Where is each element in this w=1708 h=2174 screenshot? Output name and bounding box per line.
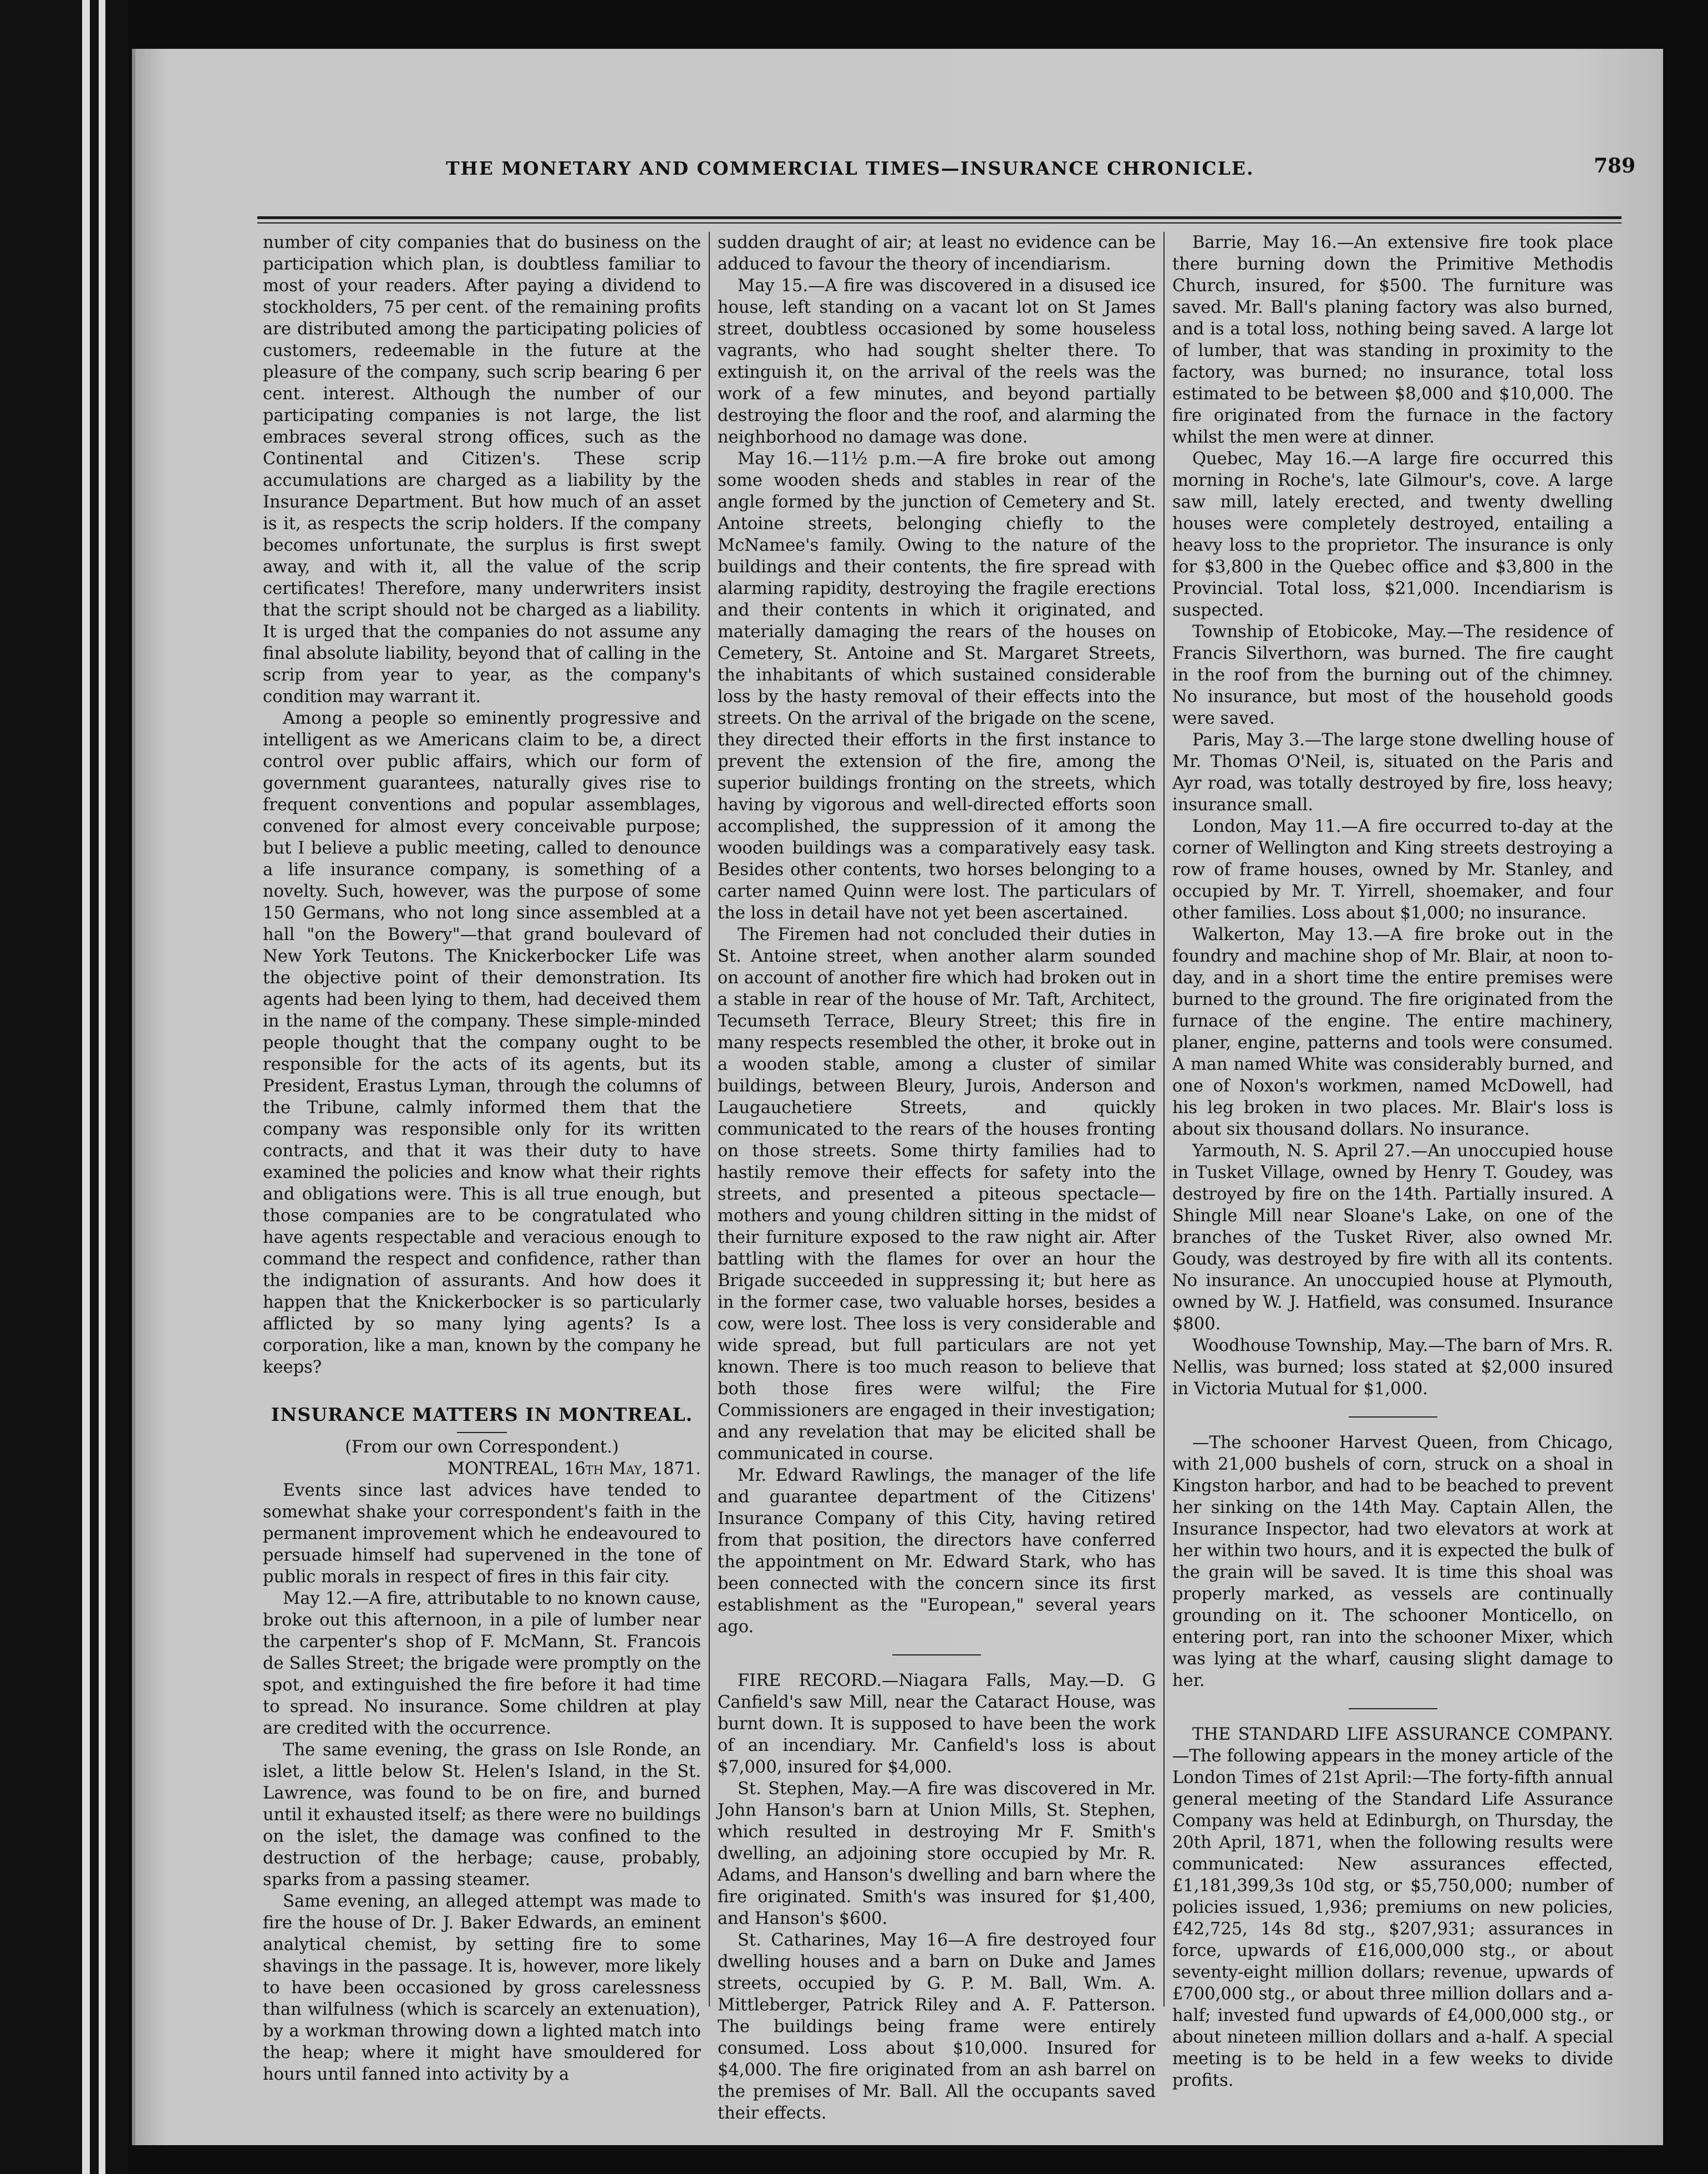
fire-record-label: FIRE RECORD.	[738, 1671, 882, 1690]
paragraph: Mr. Edward Rawlings, the manager of the life and guarantee department of the Citizens' Insurance Company of this City, having retired from that position, the directors have conferred the appointment on Mr. Edward Stark, who has been connected with the concern since its first establishment as the "European," several years ago.	[718, 1466, 1156, 1637]
paragraph: May 16.—11½ p.m.—A fire broke out among some wooden sheds and stables in rear of the angle formed by the junction of Cemetery and St. Antoine streets, belonging chiefly to the McNamee's family. Owing to the nature of the buildings and their contents, the fire spread with alarming rapidity, destroying the fragile erections and their contents in which it originated, and materially damaging the rears of the houses on Cemetery, St. Antoine and St. Margaret Streets, the inhabitants of which sustained considerable loss by the hasty removal of their effects into the streets. On the arrival of the brigade on the scene, they directed their efforts in the first instance to prevent the extension of the fire, among the superior buildings fronting on the streets, which having by vigorous and well-directed efforts soon accomplished, the suppression of it among the wooden buildings was a comparatively easy task. Besides other contents, two horses belonging to a carter named Quinn were lost. The particulars of the loss in detail have not yet been ascertained.	[718, 449, 1156, 923]
article-dateline: MONTREAL, 16th May, 1871.	[447, 1459, 701, 1479]
paragraph: Township of Etobicoke, May.—The residence of Francis Silverthorn, was burned. The fire caught in the roof from the burning out of the chimney. No insurance, but most of the household goods were saved.	[1172, 622, 1613, 728]
article-heading: INSURANCE MATTERS IN MONTREAL.	[271, 1404, 693, 1425]
section-rule	[1349, 1708, 1437, 1709]
header-rule	[257, 216, 1621, 219]
standard-life-text: —The following appears in the money article of the London Times of 21st April:—The forty-fifth annual general meeting of the Standard Life Assurance Company was held at Edinburgh, on Thursday, the 20th April, 1871, when the following results were communicated: New assurances effected, £1,181,399,3s 10d stg, or $5,750,000; number of policies issued, 1,936; premiums on new policies, £42,725, 14s 8d stg., $207,931; assurances in force, upwards of £16,000,000 stg., or about seventy-eight million dollars; revenue, upwards of £700,000 stg., or about three million dollars and a-half; invested fund upwards of £4,000,000 stg., or about nineteen million dollars and a-half. A special meeting is to be held in a few weeks to divide profits.	[1172, 1746, 1613, 2090]
paragraph: St. Catharines, May 16—A fire destroyed four dwelling houses and a barn on Duke and James streets, occupied by G. P. M. Ball, Wm. A. Mittleberger, Patrick Riley and A. F. Patterson. The buildings being frame were entirely consumed. Loss about $10,000. Insured for $4,000. The fire originated from an ash barrel on the premises of Mr. Ball. All the occupants saved their effects.	[718, 1931, 1156, 2123]
column-divider	[1163, 232, 1165, 2007]
paragraph: sudden draught of air; at least no evidence can be adduced to favour the theory of incendiarism.	[718, 233, 1156, 274]
section-rule	[892, 1654, 981, 1655]
fire-record-paragraph	[718, 1670, 1156, 1778]
paragraph: Events since last advices have tended to somewhat shake your correspondent's faith in the permanent improvement which he endeavoured to persuade himself had supervened in the tone of public morals in respect of fires in this fair city.	[263, 1481, 701, 1587]
running-head-title: THE MONETARY AND COMMERCIAL TIMES—INSURANCE CHRONICLE.	[446, 158, 1254, 179]
paragraph: Among a people so eminently progressive and intelligent as we Americans claim to be, a direct control over public affairs, which our form of government guarantees, naturally gives rise to frequent conventions and popular assemblages, convened for almost every conceivable purpose; but I believe a public meeting, called to denounce a life insurance company, is something of a novelty. Such, however, was the purpose of some 150 Germans, who not long since assembled at a hall "on the Bowery"—that grand boulevard of New York Teutons. The Knickerbocker Life was the objective point of their demonstration. Its agents had been lying to them, had deceived them in the name of the company. These simple-minded people thought that the company ought to be responsible for the acts of its agents, but its President, Erastus Lyman, through the columns of the Tribune, calmly informed them that the company was responsible only for its written contracts, and that it was their duty to have examined the policies and know what their rights and obligations were. This is all true enough, but those companies are to be congratulated who have agents respectable and veracious enough to command the respect and confidence, rather than the indignation of assurants. And how does it happen that the Knickerbocker is so particularly afflicted by so many lying agents? Is a corporation, like a man, known by the company he keeps?	[263, 709, 701, 1377]
paragraph: London, May 11.—A fire occurred to-day at the corner of Wellington and King streets destroying a row of frame houses, owned by Mr. Stanley, and occupied by Mr. T. Yirrell, shoemaker, and four other families. Loss about $1,000; no insurance.	[1172, 817, 1613, 923]
scan-edge-strip	[82, 0, 90, 2174]
paragraph: The Firemen had not concluded their duties in St. Antoine street, when another alarm sounded on account of another fire which had broken out in a stable in rear of the house of Mr. Taft, Architect, Tecumseth Terrace, Bleury Street; this fire in many respects resembled the other, it broke out in a wooden stable, among a cluster of similar buildings, between Bleury, Jurois, Anderson and Laugauchetiere Streets, and quickly communicated to the rears of the houses fronting on those streets. Some thirty families had to hastily remove their effects for safety into the streets, and presented a piteous spectacle—mothers and young children sitting in the midst of their furniture exposed to the raw night air. After battling with the flames for over an hour the Brigade succeeded in suppressing it; but here as in the former case, two valuable horses, besides a cow, were lost. Thee loss is very considerable and wide spread, but full particulars are not yet known. There is too much reason to believe that both those fires were wilful; the Fire Commissioners are engaged in their investigation; and any revelation that may be elicited shall be communicated in course.	[718, 925, 1156, 1464]
paragraph: Paris, May 3.—The large stone dwelling house of Mr. Thomas O'Neil, is, situated on the Paris and Ayr road, was totally destroyed by fire, loss heavy; insurance small.	[1172, 730, 1613, 815]
paragraph: Walkerton, May 13.—A fire broke out in the foundry and machine shop of Mr. Blair, at noon to-day, and in a short time the entire premises were burned to the ground. The fire originated from the furnace of the engine. The entire machinery, planer, engine, patterns and tools were consumed. A man named White was considerably burned, and one of Noxon's workmen, named McDowell, had his leg broken in two places. Mr. Blair's loss is about six thousand dollars. No insurance.	[1172, 925, 1613, 1139]
paragraph: Barrie, May 16.—An extensive fire took place there burning down the Primitive Methodis Church, insured, for $500. The furniture was saved. Mr. Ball's planing factory was also burned, and is a total loss, nothing being saved. A large lot of lumber, that was standing in proximity to the factory, was burned; no insurance, total loss estimated to be between $8,000 and $10,000. The fire originated from the furnace in the factory whilst the men were at dinner.	[1172, 233, 1613, 447]
paragraph: Woodhouse Township, May.—The barn of Mrs. R. Nellis, was burned; loss stated at $2,000 insured in Victoria Mutual for $1,000.	[1172, 1336, 1613, 1399]
paragraph: number of city companies that do business on the participation which plan, is doubtless familiar to most of your readers. After paying a dividend to stockholders, 75 per cent. of the remaining profits are distributed among the participating policies of customers, redeemable in the future at the pleasure of the company, such scrip bearing 6 per cent. interest. Although the number of our participating companies is not large, the list embraces several strong offices, such as the Continental and Citizen's. These scrip accumulations are charged as a liability by the Insurance Department. But how much of an asset is it, as respects the scrip holders. If the company becomes unfortunate, the surplus is first swept away, and with it, all the value of the scrip certificates! Therefore, many underwriters insist that the script should not be charged as a liability. It is urged that the companies do not assume any final absolute liability, beyond that of calling in the scrip from year to year, as the company's condition may warrant it.	[263, 233, 701, 707]
paragraph: Same evening, an alleged attempt was made to fire the house of Dr. J. Baker Edwards, an eminent analytical chemist, by setting fire to some shavings in the passage. It is, however, more likely to have been occasioned by gross carelessness than wilfulness (which is scarcely an extenuation), by a workman throwing down a lighted match into the heap; where it might have smouldered for hours until fanned into activity by a	[263, 1892, 701, 2084]
column-divider	[709, 232, 710, 2007]
paragraph: The same evening, the grass on Isle Ronde, an islet, a little below St. Helen's Island, in the St. Lawrence, was found to be on fire, and burned until it exhausted itself; as there were no buildings on the islet, the damage was confined to the destruction of the herbage; cause, probably, sparks from a passing steamer.	[263, 1740, 701, 1889]
scan-edge-strip	[99, 0, 105, 2174]
column-2	[718, 232, 1156, 2124]
standard-life-paragraph	[1172, 1724, 1613, 2091]
paragraph: Yarmouth, N. S. April 27.—An unoccupied house in Tusket Village, owned by Henry T. Goudey, was destroyed by fire on the 14th. Partially insured. A Shingle Mill near Sloane's Lake, on one of the branches of the Tusket River, also owned Mr. Goudy, was destroyed by fire with all its contents. No insurance. An unoccupied house at Plymouth, owned by W. J. Hatfield, was consumed. Insurance $800.	[1172, 1141, 1613, 1334]
newspaper-page	[132, 49, 1663, 2145]
column-1	[263, 232, 701, 2085]
article-subhead: (From our own Correspondent.)	[345, 1438, 619, 1457]
header-rule-thin	[257, 222, 1621, 224]
column-3	[1172, 232, 1613, 2091]
fire-record-text: —Niagara Falls, May.—D. G Canfield's saw Mill, near the Cataract House, was burnt down. It is supposed to have been the work of an incendiary. Mr. Canfield's loss is about $7,000, insured for $4,000.	[718, 1671, 1156, 1777]
section-rule	[1349, 1416, 1437, 1418]
standard-life-label: THE STANDARD LIFE ASSURANCE COMPANY.	[1192, 1725, 1613, 1744]
scan-left-margin	[0, 0, 128, 2174]
paragraph: May 15.—A fire was discovered in a disused ice house, left standing on a vacant lot on St James street, doubtless occasioned by some houseless vagrants, who had sought shelter there. To extinguish it, on the arrival of the reels was the work of a few minutes, and beyond partially destroying the floor and the roof, and alarming the neighborhood no damage was done.	[718, 276, 1156, 447]
paragraph: —The schooner Harvest Queen, from Chicago, with 21,000 bushels of corn, struck on a shoal in Kingston harbor, and had to be beached to prevent her sinking on the 14th May. Captain Allen, the Insurance Inspector, had two elevators at work at her within two hours, and it is expected the bulk of the grain will be saved. It is time this shoal was properly marked, as vessels are continually grounding on it. The schooner Monticello, on entering port, ran into the schooner Mixer, which was lying at the wharf, causing slight damage to her.	[1172, 1433, 1613, 1690]
paragraph: May 12.—A fire, attributable to no known cause, broke out this afternoon, in a pile of lumber near the carpenter's shop of F. McMann, St. Francois de Salles Street; the brigade were promptly on the spot, and extinguished the fire before it had time to spread. No insurance. Some children at play are credited with the occurrence.	[263, 1589, 701, 1738]
paragraph: St. Stephen, May.—A fire was discovered in Mr. John Hanson's barn at Union Mills, St. Stephen, which resulted in destroying Mr F. Smith's dwelling, an adjoining store occupied by Mr. R. Adams, and Hanson's dwelling and barn where the fire originated. Smith's was insured for $1,400, and Hanson's $600.	[718, 1779, 1156, 1928]
heading-rule	[457, 1432, 507, 1433]
page-number: 789	[1594, 154, 1636, 177]
page-background	[135, 49, 1663, 2145]
paragraph: Quebec, May 16.—A large fire occurred this morning in Roche's, late Gilmour's, cove. A large saw mill, lately erected, and twenty dwelling houses were completely destroyed, entailing a heavy loss to the proprietor. The insurance is only for $3,800 in the Quebec office and $3,800 in the Provincial. Total loss, $21,000. Incendiarism is suspected.	[1172, 449, 1613, 620]
